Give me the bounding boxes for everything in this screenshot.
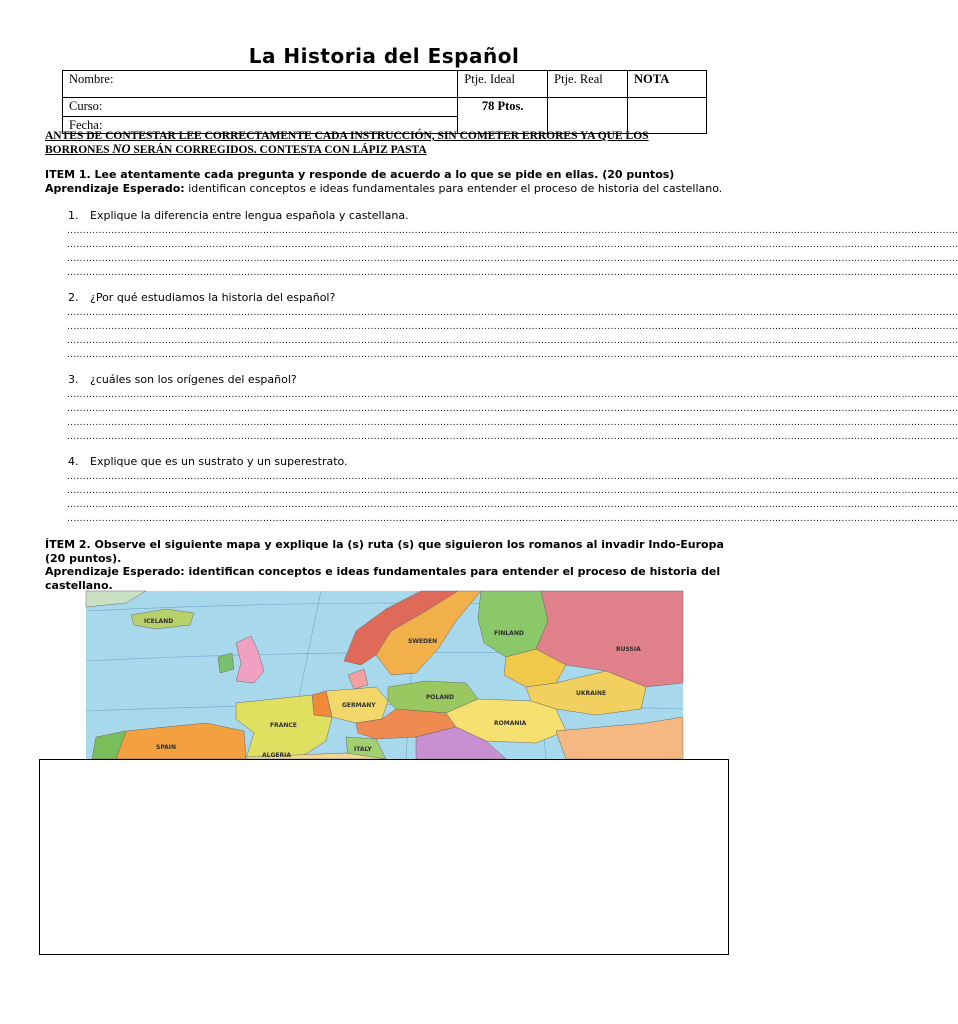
curso-field[interactable]: Curso: bbox=[63, 98, 457, 117]
answer-line[interactable]: .......................................................................................................................................................................................................................................................................................... bbox=[67, 404, 958, 414]
answer-line[interactable]: .......................................................................................................................................................................................................................................................................................... bbox=[67, 500, 958, 510]
header-table bbox=[62, 70, 707, 134]
answer-line[interactable]: .......................................................................................................................................................................................................................................................................................... bbox=[67, 268, 958, 278]
nota-label: NOTA bbox=[628, 71, 707, 98]
map-label-france: FRANCE bbox=[270, 722, 297, 729]
answer-line[interactable]: .......................................................................................................................................................................................................................................................................................... bbox=[67, 418, 958, 428]
page-title: La Historia del Español bbox=[248, 44, 520, 68]
ptje-real-label: Ptje. Real bbox=[548, 71, 628, 98]
map-label-russia: RUSSIA bbox=[616, 646, 641, 653]
item1-aprendizaje: Aprendizaje Esperado: identifican conceptos e ideas fundamentales para entender el proceso de historia del castellano. bbox=[45, 182, 723, 195]
answer-line[interactable]: .......................................................................................................................................................................................................................................................................................... bbox=[67, 472, 958, 482]
map-label-finland: FINLAND bbox=[494, 630, 524, 637]
fecha-field[interactable]: Fecha: bbox=[69, 118, 103, 132]
answer-line[interactable]: .......................................................................................................................................................................................................................................................................................... bbox=[67, 336, 958, 346]
instruction-line-2: BORRONES NO SERÁN CORREGIDOS. CONTESTA CON LÁPIZ PASTA bbox=[45, 142, 427, 156]
europe-map bbox=[86, 591, 683, 759]
item2-header bbox=[45, 538, 735, 592]
ptje-ideal-label: Ptje. Ideal bbox=[458, 71, 548, 98]
instruction-no-emphasis: NO bbox=[112, 142, 131, 156]
answer-line[interactable]: .......................................................................................................................................................................................................................................................................................... bbox=[67, 350, 958, 360]
answer-box[interactable] bbox=[39, 759, 729, 955]
question-2: 2. ¿Por qué estudiamos la historia del español? bbox=[68, 291, 336, 304]
puntaje-ideal-value: 78 Ptos. bbox=[458, 98, 548, 134]
answer-line[interactable]: .......................................................................................................................................................................................................................................................................................... bbox=[67, 390, 958, 400]
map-label-ukraine: UKRAINE bbox=[576, 690, 607, 697]
instruction-line-1: ANTES DE CONTESTAR LEE CORRECTAMENTE CADA INSTRUCCIÓN, SIN COMETER ERRORES YA QUE LOS bbox=[45, 130, 649, 142]
item2-heading: ÍTEM 2. Observe el siguiente mapa y explique la (s) ruta (s) que siguieron los romanos al invadir Indo-Europa (20 puntos). bbox=[45, 538, 724, 565]
answer-line[interactable]: .......................................................................................................................................................................................................................................................................................... bbox=[67, 514, 958, 524]
map-label-sweden: SWEDEN bbox=[408, 638, 438, 645]
answer-line[interactable]: .......................................................................................................................................................................................................................................................................................... bbox=[67, 322, 958, 332]
map-label-romania: ROMANIA bbox=[494, 720, 527, 727]
map-label-spain: SPAIN bbox=[156, 744, 177, 751]
question-4: 4. Explique que es un sustrato y un superestrato. bbox=[68, 455, 348, 468]
map-label-iceland: ICELAND bbox=[144, 618, 174, 625]
answer-line[interactable]: .......................................................................................................................................................................................................................................................................................... bbox=[67, 254, 958, 264]
item1-heading: ITEM 1. Lee atentamente cada pregunta y responde de acuerdo a lo que se pide en ellas. (20 puntos) bbox=[45, 168, 675, 181]
map-label-poland: POLAND bbox=[426, 694, 454, 701]
item1-header bbox=[45, 168, 735, 196]
answer-line[interactable]: .......................................................................................................................................................................................................................................................................................... bbox=[67, 226, 958, 236]
nota-value[interactable] bbox=[628, 98, 707, 134]
item2-aprendizaje: Aprendizaje Esperado: identifican conceptos e ideas fundamentales para entender el proceso de historia del castellano. bbox=[45, 565, 721, 592]
answer-line[interactable]: .......................................................................................................................................................................................................................................................................................... bbox=[67, 486, 958, 496]
question-1: 1. Explique la diferencia entre lengua española y castellana. bbox=[68, 209, 409, 222]
nombre-field[interactable]: Nombre: bbox=[63, 71, 458, 98]
puntaje-real-value[interactable] bbox=[548, 98, 628, 134]
curso-fecha-cell bbox=[63, 98, 458, 134]
map-label-italy: ITALY bbox=[354, 746, 372, 753]
answer-line[interactable]: .......................................................................................................................................................................................................................................................................................... bbox=[67, 308, 958, 318]
answer-line[interactable]: .......................................................................................................................................................................................................................................................................................... bbox=[67, 432, 958, 442]
map-label-germany: GERMANY bbox=[342, 702, 376, 709]
answer-line[interactable]: .......................................................................................................................................................................................................................................................................................... bbox=[67, 240, 958, 250]
question-3: 3. ¿cuáles son los orígenes del español? bbox=[68, 373, 297, 386]
map-label-algeria: ALGERIA bbox=[262, 752, 291, 759]
instruction-text bbox=[45, 130, 725, 157]
